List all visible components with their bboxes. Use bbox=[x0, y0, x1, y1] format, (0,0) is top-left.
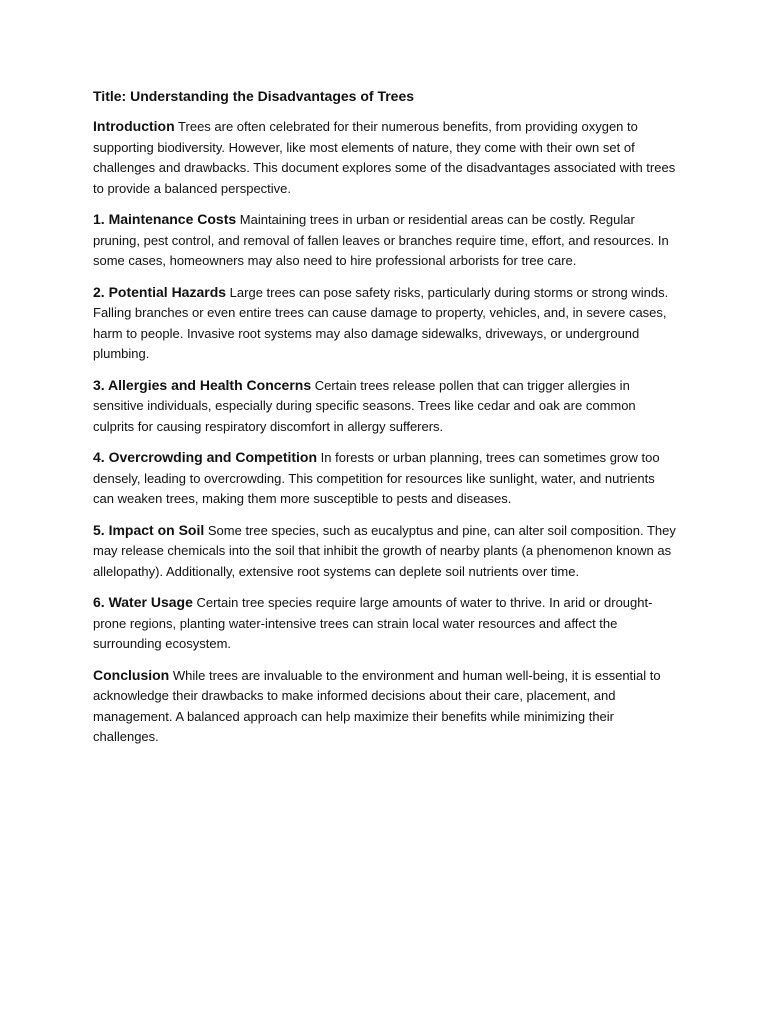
section-body: Certain trees release pollen that can trigger allergies in sensitive individuals, especially during specific seasons. Trees like cedar and oak are common culprits for causing respiratory discomfort in allergy sufferers. bbox=[93, 377, 636, 434]
section-overcrowding-competition bbox=[93, 447, 678, 510]
section-body: While trees are invaluable to the environment and human well-being, it is essential to acknowledge their drawbacks to make informed decisions about their care, placement, and management. A balanced approach can help maximize their benefits while minimizing their challenges. bbox=[93, 667, 661, 744]
section-body: Certain tree species require large amounts of water to thrive. In arid or drought-prone regions, planting water-intensive trees can strain local water resources and affect the surrounding ecosystem. bbox=[93, 595, 653, 651]
section-body: In forests or urban planning, trees can sometimes grow too densely, leading to overcrowding. This competition for resources like sunlight, water, and nutrients can weaken trees, making them more susceptible to pests and diseases. bbox=[93, 450, 660, 506]
section-body: Some tree species, such as eucalyptus and pine, can alter soil composition. They may release chemicals into the soil that inhibit the growth of nearby plants (a phenomenon known as allelopathy). Additionally, extensive root systems can deplete soil nutrients over time. bbox=[93, 522, 676, 579]
section-impact-on-soil bbox=[93, 520, 678, 583]
document-body bbox=[93, 86, 678, 758]
section-heading: 2. Potential Hazards bbox=[93, 283, 227, 300]
section-allergies-health bbox=[93, 375, 678, 438]
section-conclusion bbox=[93, 665, 678, 748]
section-heading: Conclusion bbox=[93, 666, 170, 683]
section-heading: 6. Water Usage bbox=[93, 594, 193, 610]
section-heading: Introduction bbox=[93, 118, 175, 134]
section-heading: 4. Overcrowding and Competition bbox=[93, 449, 318, 465]
section-introduction bbox=[93, 116, 678, 199]
section-water-usage bbox=[93, 592, 678, 655]
section-heading: 1. Maintenance Costs bbox=[93, 211, 237, 227]
document-title: Title: Understanding the Disadvantages of Trees bbox=[93, 88, 415, 104]
section-heading: 3. Allergies and Health Concerns bbox=[93, 376, 312, 393]
section-body: Trees are often celebrated for their numerous benefits, from providing oxygen to supporting biodiversity. However, like most elements of nature, they come with their own set of challenges and drawbacks. This document explores some of the disadvantages associated with trees to provide a balanced perspective. bbox=[93, 119, 676, 196]
section-maintenance-costs bbox=[93, 209, 678, 272]
section-body: Maintaining trees in urban or residential areas can be costly. Regular pruning, pest control, and removal of fallen leaves or branches require time, effort, and resources. In some cases, homeowners may also need to hire professional arborists for tree care. bbox=[93, 212, 669, 268]
section-potential-hazards bbox=[93, 282, 678, 365]
section-heading: 5. Impact on Soil bbox=[93, 521, 205, 538]
section-body: Large trees can pose safety risks, particularly during storms or strong winds. Falling branches or even entire trees can cause damage to property, vehicles, and, in severe cases, harm to people. Invasive root systems may also damage sidewalks, driveways, or underground plumbing. bbox=[93, 284, 669, 361]
